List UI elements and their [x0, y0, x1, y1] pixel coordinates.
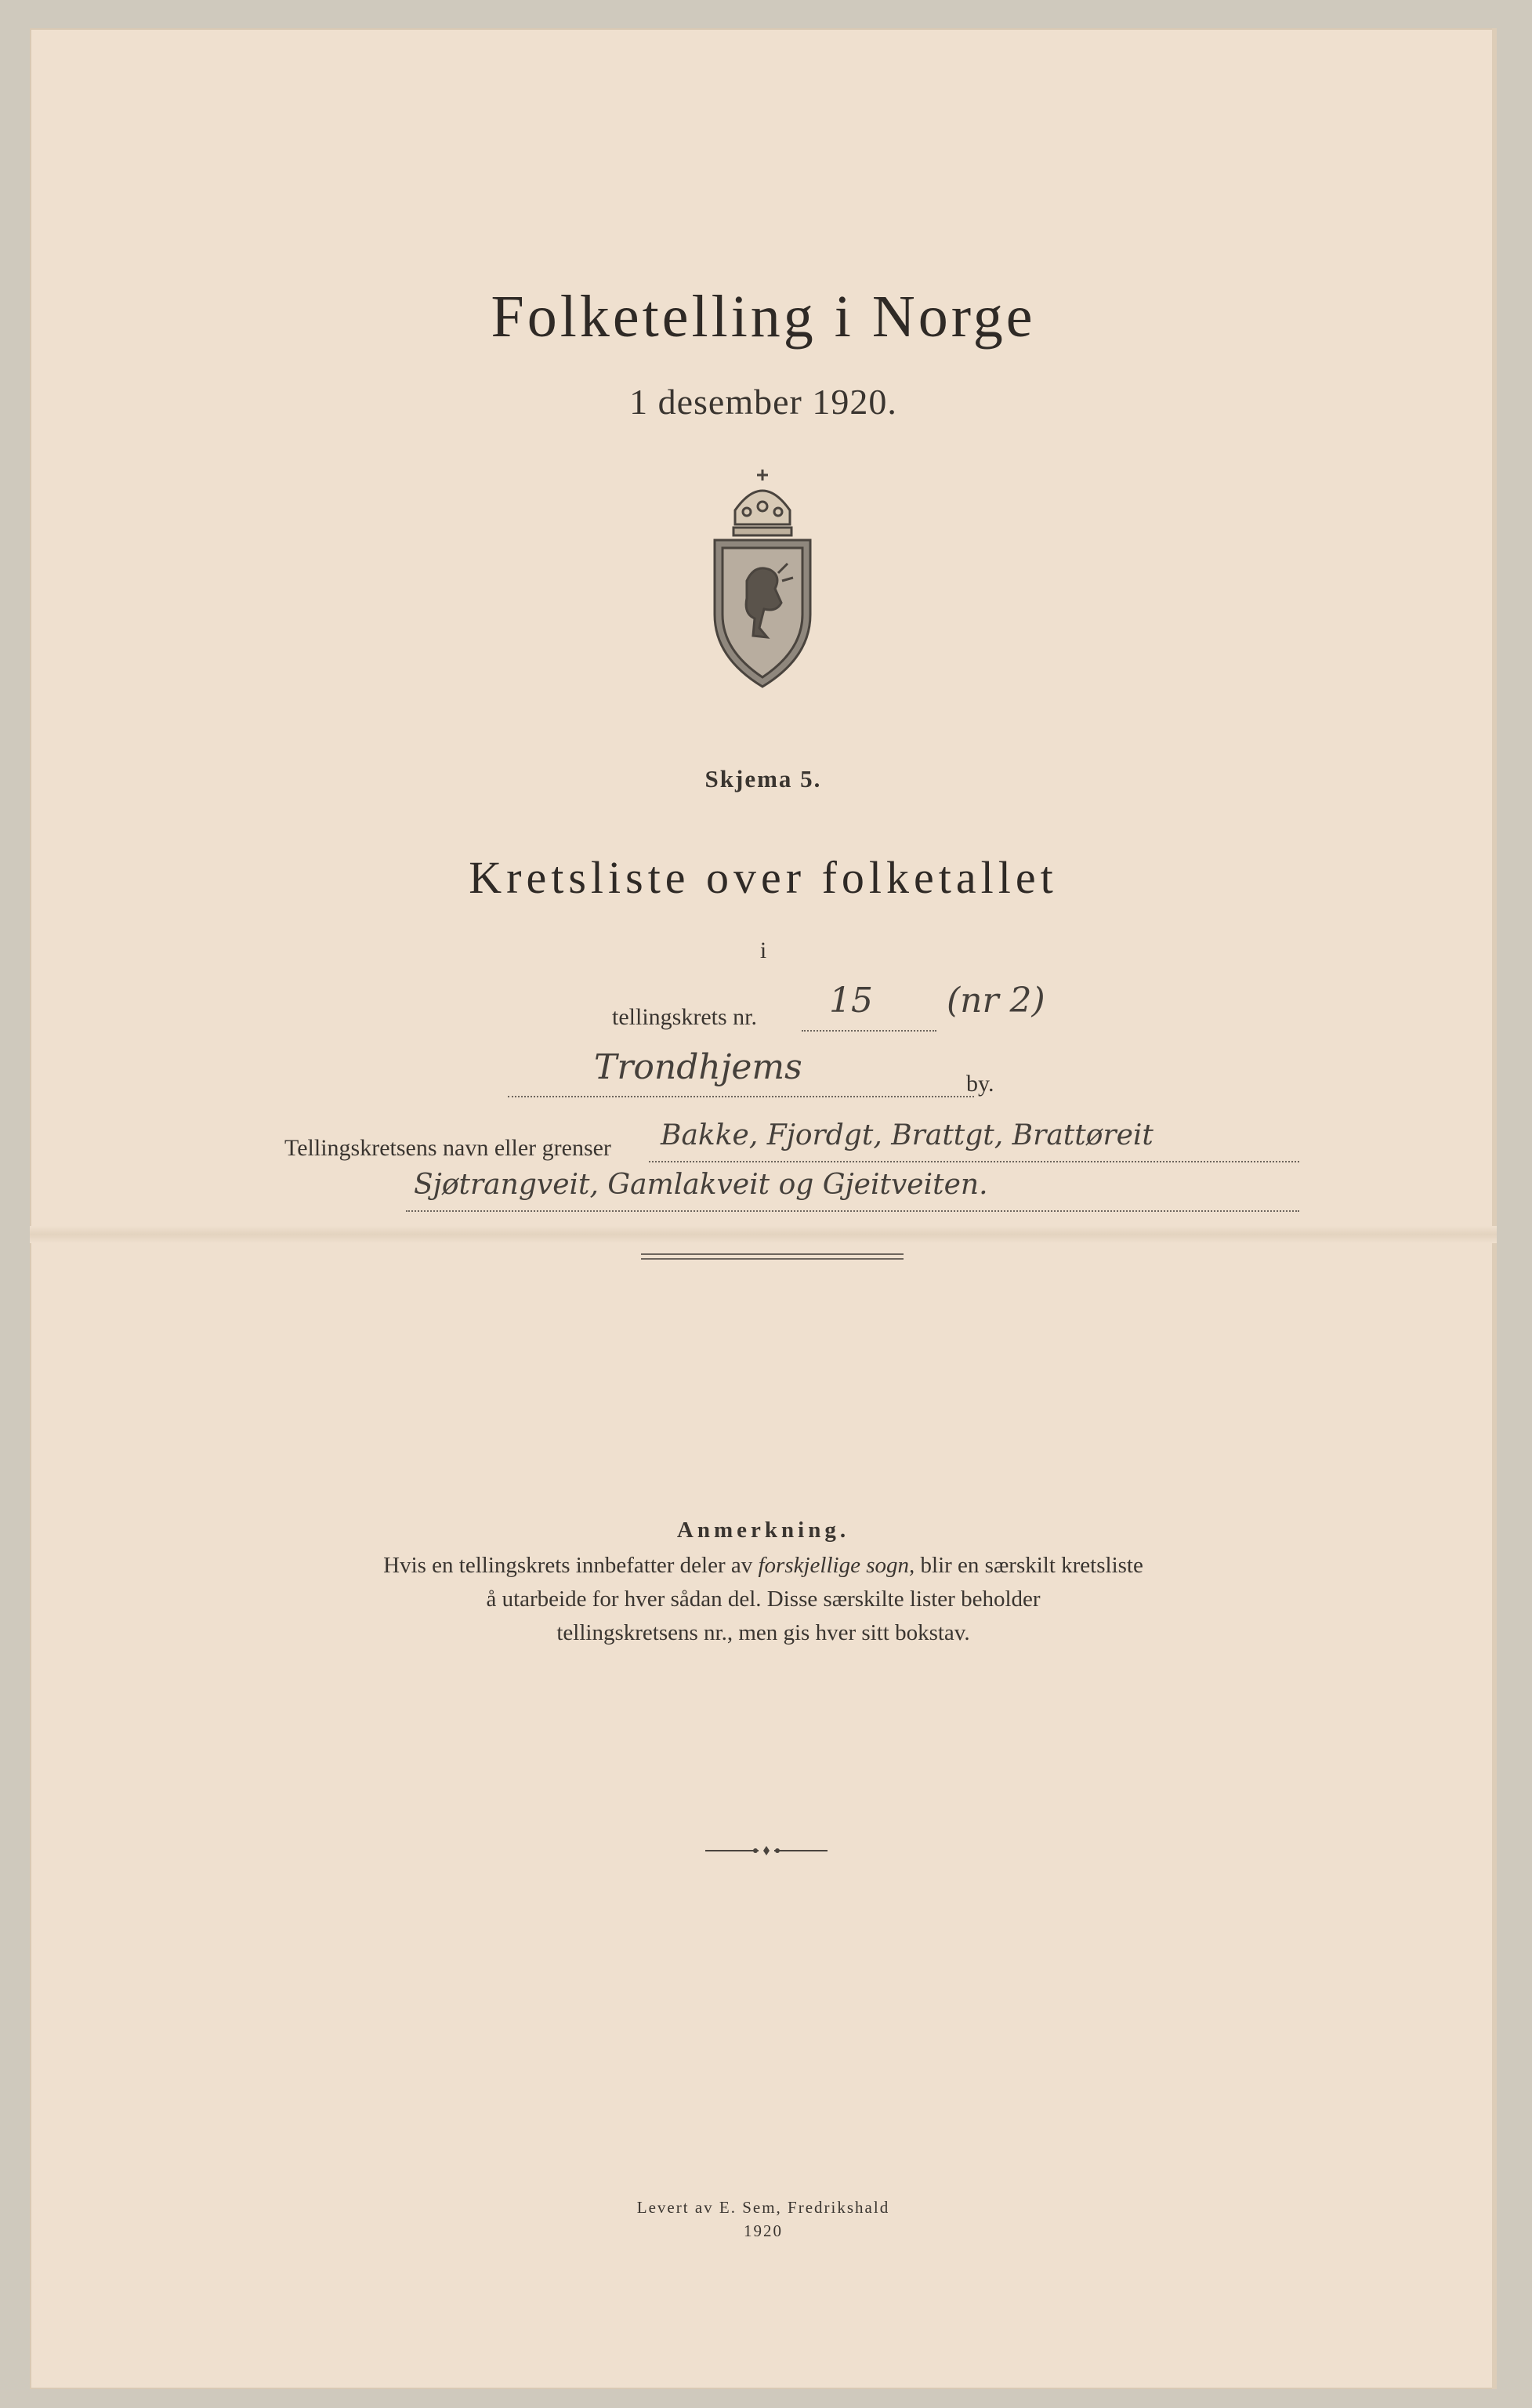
- note-line-1-emphasis: forskjellige sogn,: [758, 1553, 915, 1578]
- krets-note-handwritten: (nr 2): [947, 981, 1045, 1021]
- krets-label: tellingskrets nr.: [612, 1004, 757, 1030]
- grenser-line-1: [649, 1161, 1299, 1162]
- printer-year: 1920: [744, 2221, 783, 2240]
- census-form-page: [30, 28, 1497, 2389]
- note-line-1-end: blir en særskilt kretsliste: [914, 1553, 1143, 1578]
- krets-number-handwritten: 15: [829, 981, 873, 1021]
- preposition-i: i: [759, 937, 767, 963]
- ornament-divider-icon: [704, 1845, 829, 1856]
- note-line-2: å utarbeide for hver sådan del. Disse særskilte lister beholder: [486, 1587, 1041, 1612]
- double-rule-bottom: [641, 1258, 904, 1260]
- skjema-label: Skjema 5.: [704, 765, 822, 792]
- printer-imprint: Levert av E. Sem, Fredrikshald: [636, 2198, 890, 2217]
- double-rule-top: [641, 1253, 904, 1255]
- note-line-1-start: Hvis en tellingskrets innbefatter deler av: [383, 1553, 759, 1578]
- note-line-1: [30, 1553, 1497, 1579]
- by-label: by.: [966, 1071, 994, 1097]
- krets-number-line: [802, 1030, 936, 1032]
- form-heading: Kretsliste over folketallet: [469, 852, 1058, 903]
- census-date: 1 desember 1920.: [629, 382, 897, 422]
- note-line-3: tellingskretsens nr., men gis hver sitt bokstav.: [556, 1620, 970, 1645]
- city-handwritten: Trondhjems: [594, 1047, 802, 1087]
- note-title: Anmerkning.: [676, 1518, 850, 1543]
- norwegian-coat-of-arms-icon: [704, 463, 821, 691]
- grenser-line-2: [406, 1210, 1299, 1212]
- grenser-label: Tellingskretsens navn eller grenser: [284, 1135, 611, 1161]
- paper-fold: [30, 1226, 1497, 1243]
- form-title: Folketelling i Norge: [491, 284, 1036, 350]
- city-line: [508, 1096, 974, 1097]
- grenser-handwritten-line-1: Bakke, Fjordgt, Brattgt, Brattøreit: [661, 1119, 1154, 1151]
- grenser-handwritten-line-2: Sjøtrangveit, Gamlakveit og Gjeitveiten.: [414, 1169, 988, 1201]
